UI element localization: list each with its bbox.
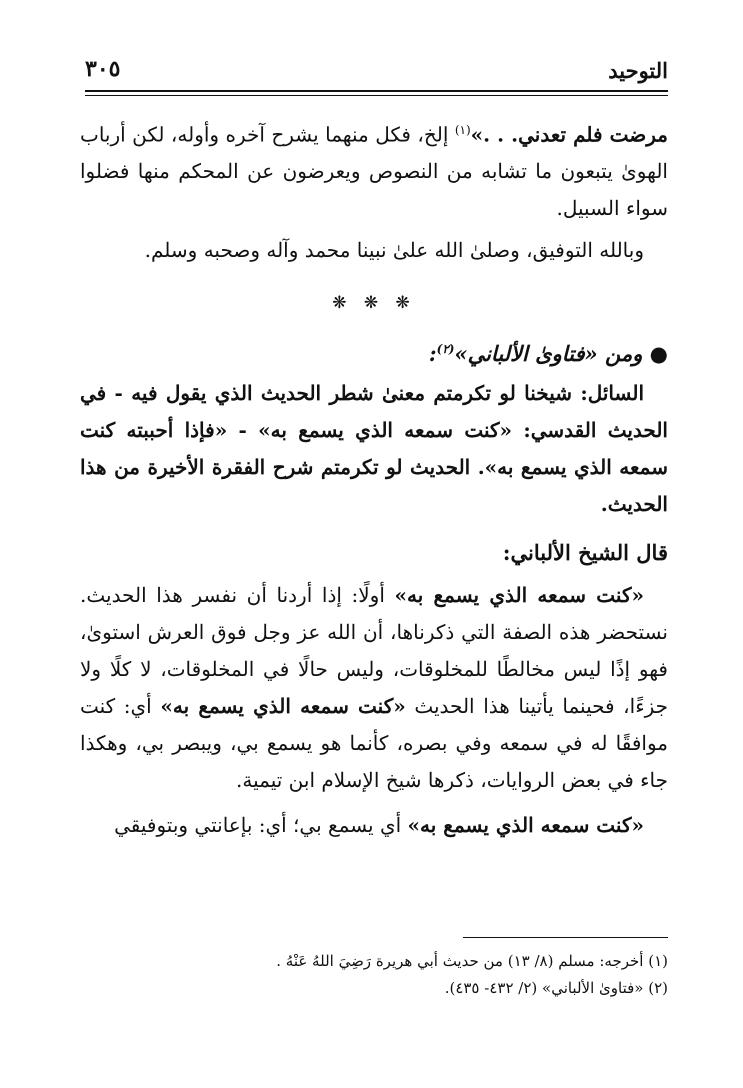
question-paragraph: السائل: شيخنا لو تكرمتم معنىٰ شطر الحديث الذي يقول فيه - في الحديث القدسي: «كنت سمعه الذي يسمع به» - «فإذا أحببته كنت سمعه الذي يسمع به». الحديث لو تكرمتم شرح الفقرة الأخيرة من هذا الحديث.	[80, 380, 668, 516]
answer-text: أولًا: إذا أردنا أن نفسر هذا الحديث. نستحضر هذه الصفة التي ذكرناها، أن الله عز وجل فوق العرش استوىٰ، فهو إذًا ليس مخالطًا للمخلوقات، وليس حالًا في المخلوقات، لا كلًا ولا جزءًا، فحينما يأتينا هذا الحديث	[80, 583, 668, 719]
footnote-rule	[463, 937, 668, 938]
hadith-quote: «كنت سمعه الذي يسمع به»	[160, 694, 406, 719]
header-rule-thin	[85, 95, 668, 96]
page-body	[80, 112, 668, 844]
paragraph-continuation	[80, 112, 668, 226]
running-title: التوحيد	[608, 58, 668, 83]
continuing-text: أي يسمع بي؛ أي: بإعانتي وبتوفيقي	[114, 813, 408, 838]
section-separator: ❋ ❋ ❋	[332, 292, 416, 313]
footnote-2: (٢) «فتاوىٰ الألباني» (٢/ ٤٣٢- ٤٣٥).	[444, 979, 668, 997]
footnote-ref-2: (٢)	[436, 342, 455, 357]
continuing-paragraph	[80, 807, 668, 844]
footnote-1: (١) أخرجه: مسلم (٨/ ١٣) من حديث أبي هريرة رَضِيَ اللهُ عَنْهُ .	[276, 952, 668, 970]
answer-heading: قال الشيخ الألباني:	[502, 539, 668, 565]
footnotes	[90, 948, 668, 1002]
answer-text: أي: كنت موافقًا له في سمعه وفي بصره، كأنما هو يسمع بي، ويبصر بي، وهكذا جاء في بعض الروايات، ذكرها شيخ الإسلام ابن تيمية.	[80, 694, 668, 793]
page-number: ٣٠٥	[85, 56, 121, 82]
page-header	[85, 52, 668, 86]
paragraph-text: إلخ، فكل منهما يشرح آخره وأوله، لكن أرباب الهوىٰ يتبعون ما تشابه من النصوص ويعرضون عن المحكم منها فضلوا سواء السبيل.	[80, 122, 668, 220]
answer-paragraph	[80, 577, 668, 799]
hadith-quote: «كنت سمعه الذي يسمع به»	[394, 583, 644, 608]
header-rule-thick	[85, 90, 668, 92]
footnote-ref-1: (١)	[454, 123, 471, 137]
hadith-quote: «كنت سمعه الذي يسمع به»	[407, 813, 644, 838]
source-title: ومن «فتاوىٰ الألباني»	[454, 341, 650, 367]
source-colon: :	[428, 341, 437, 367]
closing-invocation: وبالله التوفيق، وصلىٰ الله علىٰ نبينا محمد وآله وصحبه وسلم.	[144, 238, 644, 263]
source-heading	[80, 331, 668, 373]
bullet-icon: ●	[649, 341, 668, 367]
quote-end-bold: مرضت فلم تعدني. . .»	[470, 122, 668, 147]
